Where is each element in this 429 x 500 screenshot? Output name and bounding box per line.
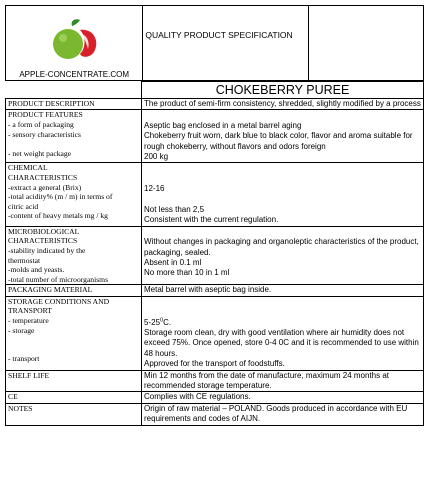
title-row — [6, 82, 424, 99]
value-chemical-brix: 12-16 — [144, 184, 165, 194]
label-storage-2: TRANSPORT — [8, 306, 52, 316]
label-chemical-metals: -content of heavy metals mg / kg — [8, 211, 108, 221]
row-microbiological — [6, 226, 424, 285]
value-micro-total: No more than 10 in 1 ml — [144, 268, 230, 278]
label-notes: NOTES — [8, 403, 33, 413]
label-chemical-acidity: -total acidity% (m / m) in terms of — [8, 192, 113, 202]
value-notes: Origin of raw material – POLAND. Goods produced in accordance with EU requirements and codes of AIJN. — [144, 403, 408, 424]
label-micro-thermostat: thermostat — [8, 255, 41, 265]
label-chemical: CHEMICAL — [8, 163, 48, 173]
label-storage-storage: - storage — [8, 325, 35, 335]
label-micro-total: -total number of microorganisms — [8, 274, 109, 284]
value-features-sensory: Chokeberry fruit worn, dark blue to black color, flavor and aroma suitable for rough chokeberry, without flavors and odors foreign — [144, 131, 413, 151]
logo-text: APPLE-CONCENTRATE.COM — [19, 70, 129, 79]
label-storage-temperature: - temperature — [8, 315, 49, 325]
label-micro-2: CHARACTERISTICS — [8, 236, 78, 246]
label-chemical-2: CHARACTERISTICS — [8, 173, 78, 183]
product-name: CHOKEBERRY PUREE — [142, 82, 424, 99]
row-ce — [6, 392, 424, 403]
specification-sheet — [5, 5, 424, 426]
label-packaging: PACKAGING MATERIAL — [8, 285, 93, 295]
apple-logo-icon — [50, 18, 102, 62]
row-product-features — [6, 110, 424, 163]
temperature-unit: C. — [163, 317, 172, 327]
label-chemical-acid: citric acid — [8, 201, 39, 211]
temperature-range: 5-25 — [144, 317, 161, 327]
label-micro-stability: -stability indicated by the — [8, 246, 86, 255]
row-product-description — [6, 99, 424, 110]
value-ce: Complies with CE regulations. — [144, 392, 251, 402]
value-micro-stability: Without changes in packaging and organoleptic characteristics of the product, packaging, sealed. — [144, 237, 419, 257]
label-chemical-brix: -extract a general (Brix) — [8, 182, 82, 192]
label-storage-transport: - transport — [8, 354, 40, 364]
header-table — [5, 5, 424, 81]
value-storage-storage: Storage room clean, dry with good ventilation where air humidity does not exceed 75%. Once opened, store 0-4 0C and it is recommended to use within 48 hours. — [144, 327, 419, 358]
label-micro-molds: -molds and yeasts. — [8, 265, 65, 275]
logo-cell — [6, 6, 143, 81]
spec-title: QUALITY PRODUCT SPECIFICATION — [143, 6, 308, 81]
header-blank-cell — [308, 6, 423, 81]
row-storage — [6, 296, 424, 370]
label-features-packaging: - a form of packaging — [8, 120, 74, 129]
value-storage-temperature — [144, 318, 421, 328]
value-features-weight: 200 kg — [144, 152, 169, 162]
value-chemical-acidity: Not less than 2,5 — [144, 205, 205, 214]
label-shelf-life: SHELF LIFE — [8, 370, 50, 380]
label-features-sensory: - sensory characteristics — [8, 129, 81, 139]
value-storage-transport: Approved for the transport of foodstuffs. — [144, 359, 285, 369]
value-chemical-metals: Consistent with the current regulation. — [144, 215, 279, 225]
value-micro-molds: Absent in 0.1 ml — [144, 258, 202, 268]
spec-table — [5, 81, 424, 426]
row-notes — [6, 403, 424, 425]
row-chemical — [6, 163, 424, 226]
label-micro: MICROBIOLOGICAL — [8, 226, 80, 236]
value-shelf-life: Min 12 months from the date of manufacture, maximum 24 months at recommended storage temperature. — [144, 370, 389, 390]
value-features-packaging: Aseptic bag enclosed in a metal barrel aging — [144, 120, 302, 130]
row-packaging — [6, 285, 424, 296]
value-description: The product of semi-firm consistency, shredded, slightly modified by a process — [144, 99, 421, 108]
label-ce: CE — [8, 392, 18, 402]
label-features-weight: - net weight package — [8, 148, 72, 158]
label-storage: STORAGE CONDITIONS AND — [8, 296, 110, 306]
label-features: PRODUCT FEATURES — [8, 110, 83, 120]
row-shelf-life — [6, 370, 424, 392]
label-description: PRODUCT DESCRIPTION — [8, 99, 95, 108]
temperature-degree: 0 — [160, 316, 164, 323]
value-packaging: Metal barrel with aseptic bag inside. — [144, 285, 272, 295]
